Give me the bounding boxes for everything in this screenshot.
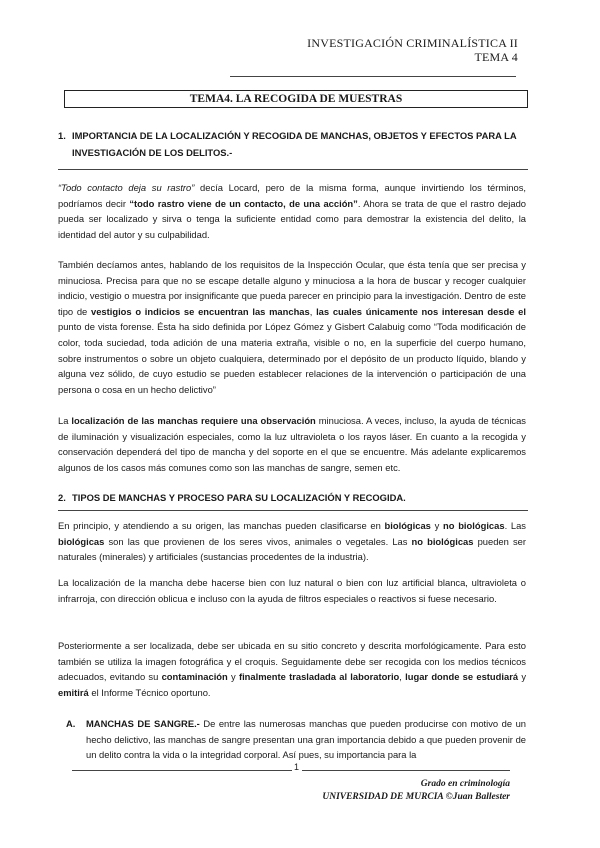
running-header xyxy=(307,36,518,64)
text-run: decía Locard, pero de la misma forma, aunque invirtiendo los términos, podríamos decir xyxy=(58,182,527,209)
text-run: pueden ser naturales (minerales) y artificiales (sustancias procedentes de la industria). xyxy=(58,535,526,563)
footer-rule-right xyxy=(302,770,510,771)
text-run: el Informe Técnico oportuno. xyxy=(88,686,211,698)
bold-run: vestigios o indicios se encuentran las manchas xyxy=(90,305,310,317)
bold-run: localización de las manchas requiere una observación xyxy=(71,415,316,426)
text-run: minuciosa. A veces, incluso, la ayuda de técnicas de iluminación y visualización especiales, como la luz ultravioleta o los rayos láser. En cuanto a la recogida y conservación dependerá del tipo de mancha y del soporte en el que se encuentre. Más adelante explicaremos algunos de los casos más comunes como son las manchas de sangre, semen etc. xyxy=(58,415,526,473)
bold-run: biológicas xyxy=(58,535,105,547)
bold-run: las cuales únicamente nos interesan desde el xyxy=(316,305,526,317)
paragraph-locard xyxy=(58,180,526,242)
header-topic: TEMA 4 xyxy=(474,50,518,64)
paragraph-inspeccion-ocular xyxy=(58,257,526,397)
section-2-heading xyxy=(58,489,528,506)
item-letter: A. xyxy=(66,718,76,729)
section-1-rule xyxy=(58,169,528,170)
text-run: son las que provienen de los seres vivos, animales o vegetales. Las xyxy=(104,535,412,547)
text-run: Posteriormente a ser localizada, debe ser ubicada en su sitio concreto y descrita morfológicamente. Para esto también se utiliza la imagen fotográfica y el croquis. Seguidamente debe ser recogida con los medios técnicos adecuados, evitando su xyxy=(58,640,526,683)
section-1-title: IMPORTANCIA DE LA LOCALIZACIÓN Y RECOGIDA DE MANCHAS, OBJETOS Y EFECTOS PARA LA INVESTIGACIÓN DE LOS DELITOS.- xyxy=(72,130,517,158)
paragraph-recogida xyxy=(58,638,526,700)
footer-rule-left xyxy=(72,770,292,771)
text-run: y xyxy=(227,671,239,683)
bold-run: biológicas xyxy=(384,520,431,531)
item-heading: MANCHAS DE SANGRE.- xyxy=(86,718,200,729)
bold-run: finalmente trasladada al laboratorio xyxy=(238,671,400,683)
section-2-number: 2. xyxy=(58,492,66,503)
locard-quote: “Todo contacto deja su rastro” xyxy=(58,182,195,193)
item-manchas-sangre xyxy=(66,716,526,763)
text-run: y xyxy=(430,520,444,531)
text-run: , xyxy=(399,671,406,683)
page-number: 1 xyxy=(294,762,300,772)
section-2-rule xyxy=(58,510,528,511)
section-1-number: 1. xyxy=(58,130,66,141)
footer-degree: Grado en criminología xyxy=(420,779,510,789)
bold-run: emitirá xyxy=(58,686,89,698)
text-run: y xyxy=(518,671,527,683)
paragraph-luz xyxy=(58,575,526,606)
text-run: En principio, y atendiendo a su origen, las manchas pueden clasificarse en xyxy=(58,520,385,531)
text-run: De entre las numerosas manchas que pueden producirse con motivo de un hecho delictivo, las manchas de sangre presentan una gran importancia debido a que pueden provenir de un delito contra la vida o la integridad corporal. Así pues, su importancia para la xyxy=(86,718,527,761)
text-run: . Ahora se trata de que el rastro dejado pueda ser localizado y sirva o tenga la suficiente entidad xyxy=(58,197,526,225)
text-run: La localización de la mancha debe hacerse bien con luz natural o bien con luz artificial blanca, ultravioleta o infrarroja, con dirección oblicua e incluso con la ayuda de filtros especiales o reactivos si fuese necesario. xyxy=(58,577,526,604)
bold-run: no biológicas xyxy=(411,535,474,547)
item-body xyxy=(86,716,526,763)
bold-run: no biológicas xyxy=(443,520,505,531)
section-1-heading xyxy=(58,127,528,161)
bold-run: lugar donde se estudiará xyxy=(405,671,519,683)
text-run: , xyxy=(309,305,317,317)
text-run: También decíamos antes, hablando de los requisitos de la Inspección Ocular, que ésta tenía que ser precisa y minuciosa. Precisa para que no se escape detalle alguno y minuciosa a la hora de buscar y recoger cualquier indicio, vestigio o muestra por insignificante que pueda parecer en principio para la investigación. Dentro de este tipo de xyxy=(58,259,526,317)
text-run: La xyxy=(58,415,72,426)
text-run: . Las xyxy=(504,520,526,531)
page-footer xyxy=(322,778,510,804)
footer-university: UNIVERSIDAD DE MURCIA ©Juan Ballester xyxy=(322,792,510,802)
section-2-title: TIPOS DE MANCHAS Y PROCESO PARA SU LOCALIZACIÓN Y RECOGIDA. xyxy=(72,492,406,503)
text-run: como para demostrar la existencia del delito, la identidad del autor y su culpabilidad. xyxy=(58,213,526,240)
paragraph-clasificacion xyxy=(58,518,526,565)
text-run: punto de vista forense. Ésta ha sido definida por López Gómez y Gisbert Calabuig como “Toda modificación de color, toda suciedad, toda adición de una materia extraña, visible o no, en la superficie del cuerpo humano, sobre instrumentos o sobre un objeto cualquiera, determinado por el depósito de un producto líquido, blando y alguna vez sólido, de cuyo estudio se pueden establecer relaciones de la intervención o participación de una persona o cosa en un hecho delictivo” xyxy=(58,321,526,395)
header-course-title: INVESTIGACIÓN CRIMINALÍSTICA II xyxy=(307,36,518,50)
bold-quote: “todo rastro viene de un contacto, de una acción” xyxy=(129,197,358,209)
bold-run: contaminación xyxy=(161,671,228,683)
header-rule xyxy=(230,76,516,77)
paragraph-localizacion xyxy=(58,413,526,475)
document-title: TEMA4. LA RECOGIDA DE MUESTRAS xyxy=(64,90,528,108)
